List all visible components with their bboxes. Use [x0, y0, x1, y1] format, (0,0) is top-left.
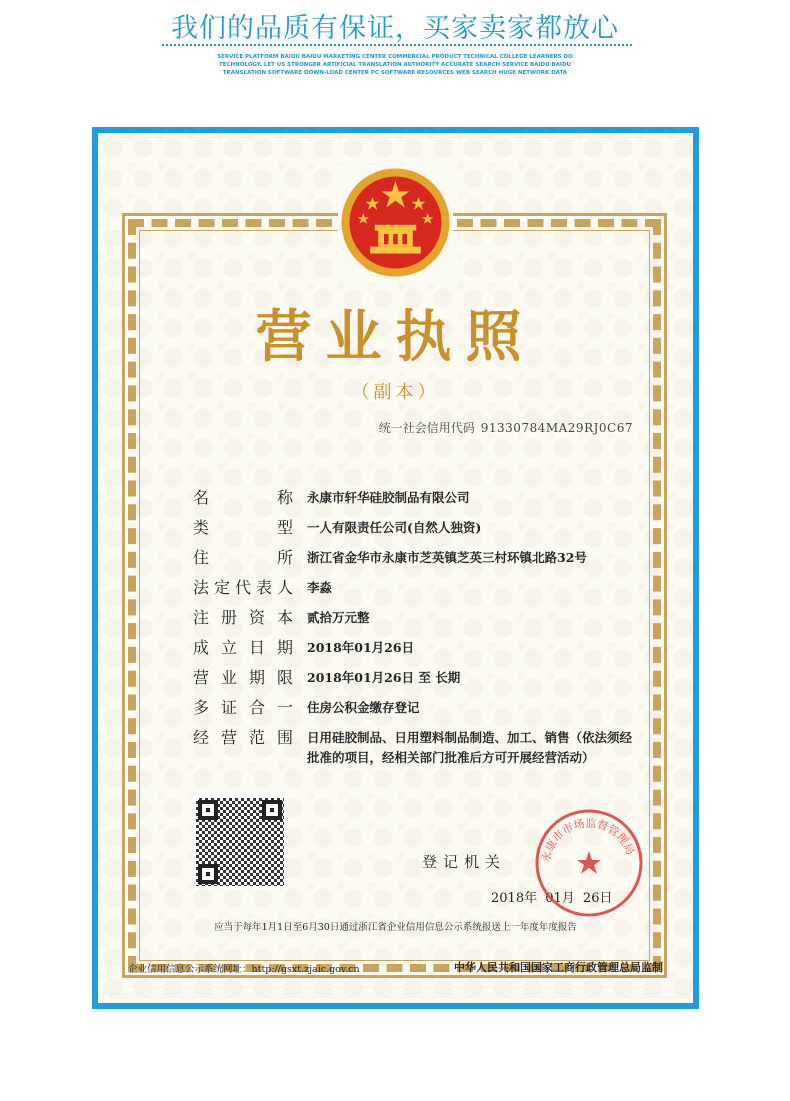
official-seal-stamp — [533, 807, 645, 919]
field-label-char: 多 — [193, 698, 210, 717]
credit-code-label: 统一社会信用代码 — [378, 421, 475, 435]
field-value: 永康市轩华硅胶制品有限公司 — [307, 490, 470, 505]
field-label — [193, 608, 293, 628]
field-value: 浙江省金华市永康市芝英镇芝英三村环镇北路32号 — [307, 550, 587, 565]
field-label — [193, 518, 293, 538]
license-field-row — [193, 668, 633, 688]
field-label-char: 法 — [193, 578, 210, 597]
field-label-char: 类 — [193, 518, 210, 537]
field-label-char: 证 — [220, 698, 237, 717]
document-title: 营业执照 — [255, 304, 536, 370]
license-paper — [98, 133, 693, 1003]
field-label — [193, 548, 293, 568]
field-value: 一人有限责任公司(自然人独资) — [307, 520, 482, 535]
license-field-row — [193, 728, 633, 768]
field-label-char: 资 — [248, 608, 265, 627]
field-label-char: 范 — [248, 728, 265, 747]
field-value: 2018年01月26日 — [307, 640, 415, 655]
field-label — [193, 698, 293, 718]
license-field-row — [193, 518, 633, 538]
field-value: 2018年01月26日 至 长期 — [307, 670, 461, 685]
field-label-char: 营 — [220, 728, 237, 747]
registration-authority-label: 登记机关 — [422, 853, 507, 871]
field-label-char: 称 — [276, 488, 293, 507]
national-emblem-icon — [338, 165, 453, 280]
field-label-char: 期 — [248, 668, 265, 687]
field-label-char: 业 — [220, 668, 237, 687]
qr-finder-pattern — [198, 800, 218, 820]
banner-title: 我们的品质有保证，买家卖家都放心 — [171, 13, 619, 44]
banner-dotted-divider — [162, 44, 632, 46]
footer-website-line — [128, 961, 360, 975]
credit-code-line — [379, 419, 633, 436]
field-label-char: 册 — [220, 608, 237, 627]
website-label: 企业信用信息公示系统网址： — [128, 964, 252, 975]
field-label-char: 立 — [220, 638, 237, 657]
field-label-char: 营 — [193, 668, 210, 687]
field-value: 李淼 — [307, 580, 333, 595]
field-label — [193, 728, 293, 768]
field-label-char: 围 — [276, 728, 293, 747]
seal-text: 永康市市场监督管理局 — [539, 816, 637, 864]
field-label-char: 本 — [276, 608, 293, 627]
qr-finder-pattern — [262, 800, 282, 820]
annual-report-notice: 应当于每年1月1日至6月30日通过浙江省企业信用信息公示系统报送上一年度年度报告 — [214, 922, 577, 933]
website-link[interactable]: http://gsxt.zjaic.gov.cn — [251, 964, 360, 975]
field-value: 日用硅胶制品、日用塑料制品制造、加工、销售（依法须经批准的项目，经相关部门批准后方可开展经营活动） — [307, 730, 633, 765]
field-label-char: 定 — [213, 578, 230, 597]
license-frame — [92, 127, 699, 1009]
registration-day: 26日 — [582, 891, 613, 906]
license-field-row — [193, 638, 633, 658]
field-label-char: 住 — [193, 548, 210, 567]
qr-code-icon — [194, 796, 286, 888]
registration-month: 01月 — [545, 891, 575, 906]
field-value: 贰拾万元整 — [307, 610, 370, 625]
field-label-char: 注 — [193, 608, 210, 627]
field-label — [193, 668, 293, 688]
license-field-row — [193, 698, 633, 718]
license-field-row — [193, 608, 633, 628]
field-label — [193, 578, 293, 598]
field-label — [193, 488, 293, 508]
field-label-char: 合 — [248, 698, 265, 717]
field-label-char: 表 — [255, 578, 272, 597]
field-label-char: 代 — [234, 578, 251, 597]
field-value: 住房公积金缴存登记 — [307, 700, 420, 715]
license-field-row — [193, 488, 633, 508]
field-label-char: 人 — [276, 578, 293, 597]
registration-year: 2018年 — [491, 891, 538, 906]
field-label-char: 日 — [248, 638, 265, 657]
license-field-row — [193, 578, 633, 598]
document-subtitle: （副本） — [351, 382, 440, 403]
qr-finder-pattern — [198, 864, 218, 884]
supervisor-line: 中华人民共和国国家工商行政管理总局监制 — [454, 961, 663, 974]
field-label-char: 所 — [276, 548, 293, 567]
banner-subtitle: SERVICE PLATFORM BAIDU BAIDU MARKETING CENTER COMMERCIAL PRODUCT TECHNICAL COLLEGE LEARNERS DO TECHNOLOGY. LET US STRONGER ARTIFICIAL TRANSLATION AUTHORITY ACCURATE SEARCH SERVICE BAIDU BAIDU TRANSLATION SOFTWARE DOWN-LOAD CENTER PC SOFTWARE RESOURCES WEB SEARCH HUGE NETWORK DATA — [217, 54, 573, 76]
field-label-char: 名 — [193, 488, 210, 507]
field-label-char: 经 — [193, 728, 210, 747]
field-label — [193, 638, 293, 658]
field-label-char: 一 — [276, 698, 293, 717]
field-label-char: 型 — [276, 518, 293, 537]
license-field-row — [193, 548, 633, 568]
credit-code-value: 91330784MA29RJ0C67 — [480, 421, 633, 435]
field-label-char: 成 — [193, 638, 210, 657]
field-label-char: 限 — [276, 668, 293, 687]
field-label-char: 期 — [276, 638, 293, 657]
